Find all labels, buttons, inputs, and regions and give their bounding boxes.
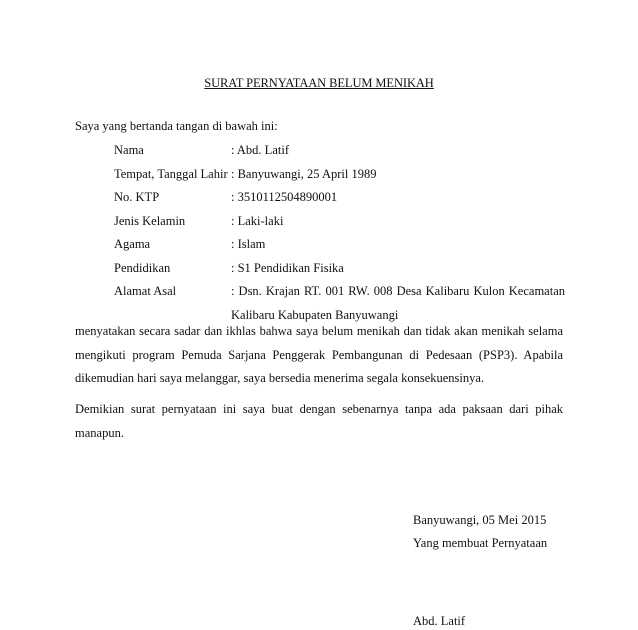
field-value: : Abd. Latif xyxy=(231,143,289,157)
field-label: Nama xyxy=(114,143,144,157)
field-label: Alamat Asal xyxy=(114,284,177,298)
field-label: No. KTP xyxy=(114,190,160,204)
field-value: : Laki-laki xyxy=(231,213,284,228)
field-value: : 3510112504890001 xyxy=(231,190,338,204)
signature-place-date: Banyuwangi, 05 Mei 2015 xyxy=(413,513,547,527)
field-value: : S1 Pendidikan Fisika xyxy=(231,260,344,275)
field-label: Tempat, Tanggal Lahir xyxy=(114,166,228,181)
field-label: Pendidikan xyxy=(114,260,171,275)
field-label: Jenis Kelamin xyxy=(114,213,186,228)
statement-paragraph: menyatakan secara sadar dan ikhlas bahwa saya belum menikah dan tidak akan menikah selama mengikuti program Pemuda Sarjana Penggerak Pembangunan di Pedesaan (PSP3). Apabila dikemudian hari saya melanggar, saya bersedia menerima segala konsekuensinya. xyxy=(75,324,563,385)
intro-text: Saya yang bertanda tangan di bawah ini: xyxy=(75,119,278,133)
signature-name: Abd. Latif xyxy=(413,614,466,628)
closing-paragraph: Demikian surat pernyataan ini saya buat dengan sebenarnya tanpa ada paksaan dari pihak manapun. xyxy=(75,402,563,440)
field-label: Agama xyxy=(114,237,151,251)
document-title: SURAT PERNYATAAN BELUM MENIKAH xyxy=(204,76,434,90)
field-value: : Islam xyxy=(231,237,266,251)
signature-role: Yang membuat Pernyataan xyxy=(413,536,548,550)
field-value: : Banyuwangi, 25 April 1989 xyxy=(231,166,377,181)
field-value: : Dsn. Krajan RT. 001 RW. 008 Desa Kalibaru Kulon Kecamatan Kalibaru Kabupaten Banyuwangi xyxy=(231,284,565,322)
